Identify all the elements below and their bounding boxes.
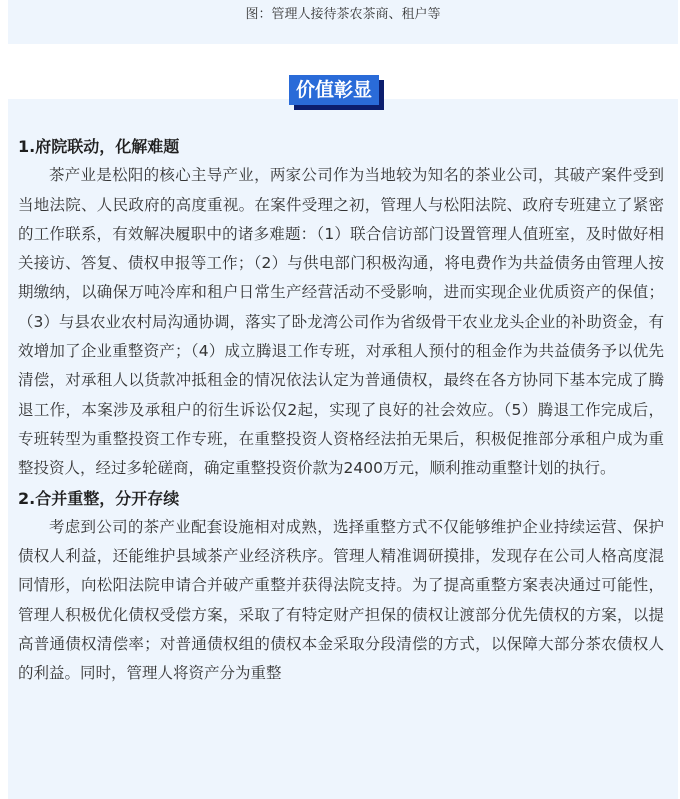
section2-paragraph: 考虑到公司的茶产业配套设施相对成熟，选择重整方式不仅能够维护企业持续运营、保护债权人利益，还能维护县域茶产业经济秩序。管理人精准调研摸排，发现存在公司人格高度混同情形，向松阳法院申请合并破产重整并获得法院支持。为了提高重整方案表决通过可能性，管理人积极优化债权受偿方案，采取了有特定财产担保的债权让渡部分优先债权的方案，以提高普通债权清偿率；对普通债权组的债权本金采取分段清偿的方式，以保障大部分茶农债权人的利益。同时，管理人将资产分为重整	[18, 517, 664, 683]
section2-heading: 2.合并重整，分开存续	[18, 488, 180, 508]
caption-block	[8, 0, 678, 44]
section-badge: 价值彰显	[289, 75, 379, 105]
section1-heading: 1.府院联动，化解难题	[18, 137, 180, 156]
image-caption: 图：管理人接待茶农茶商、租户等	[245, 7, 441, 22]
section1-paragraph: 茶产业是松阳的核心主导产业，两家公司作为当地较为知名的茶业公司，其破产案件受到当地法院、人民政府的高度重视。在案件受理之初，管理人与松阳法院、政府专班建立了紧密的工作联系，有效解决履职中的诸多难题：（1）联合信访部门设置管理人值班室，及时做好相关接访、答复、债权申报等工作；（2）与供电部门积极沟通，将电费作为共益债务由管理人按期缴纳，以确保万吨冷库和租户日常生产经营活动不受影响，进而实现企业优质资产的保值；（3）与县农业农村局沟通协调，落实了卧龙湾公司作为省级骨干农业龙头企业的补助资金，有效增加了企业重整资产；（4）成立腾退工作专班，对承租人预付的租金作为共益债务予以优先清偿，对承租人以货款冲抵租金的情况依法认定为普通债权，最终在各方协同下基本完成了腾退工作，本案涉及承租户的衍生诉讼仅2起，实现了良好的社会效应。（5）腾退工作完成后，专班转型为重整投资工作专班，在重整投资人资格经法拍无果后，积极促推部分承租户成为重整投资人，经过多轮磋商，确定重整投资价款为2400万元，顺利推动重整计划的执行。	[18, 166, 664, 478]
article-text	[18, 132, 664, 689]
